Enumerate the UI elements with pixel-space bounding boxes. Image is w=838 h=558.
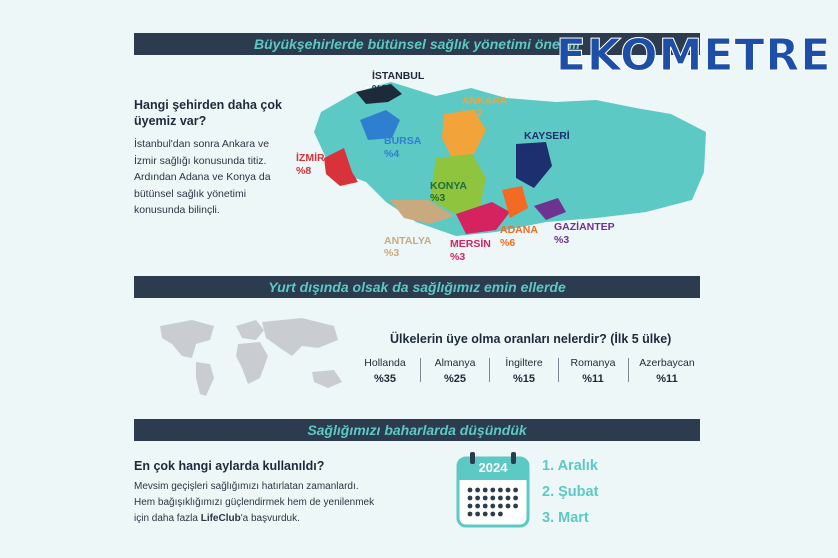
city-pct-gaziantep: %3 xyxy=(554,234,570,246)
calendar-day-dot xyxy=(498,496,503,501)
city-label-kayseri: KAYSERİ xyxy=(524,130,570,142)
country-item-romanya xyxy=(558,357,628,385)
months-line-2: Hem bağışıklığımızı güçlendirmek hem de yenilenmek xyxy=(134,497,375,508)
world-map-icon xyxy=(152,312,352,402)
city-label-gaziantep: GAZİANTEP xyxy=(554,221,615,233)
section-banner-abroad: Yurt dışında olsak da sağlığımız emin ellerde xyxy=(134,276,700,298)
months-description xyxy=(134,479,424,527)
months-line-1: Mevsim geçişleri sağlığımızı hatırlatan zamanlardı. xyxy=(134,481,359,492)
city-pct-adana: %6 xyxy=(500,237,516,249)
city-label-antalya: ANTALYA xyxy=(384,235,432,247)
country-name: İngiltere xyxy=(505,357,543,369)
month-1: 1. Aralık xyxy=(542,458,598,474)
calendar-day-dot xyxy=(506,488,511,493)
country-pct: %11 xyxy=(656,373,678,385)
country-name: Azerbaycan xyxy=(639,357,695,369)
calendar-year: 2024 xyxy=(478,460,508,475)
city-pct-mersin: %3 xyxy=(450,251,466,263)
city-label-adana: ADANA xyxy=(500,224,538,236)
country-pct: %25 xyxy=(443,373,467,385)
calendar-day-dot xyxy=(490,488,495,493)
city-label-izmir: İZMİR xyxy=(296,152,325,164)
calendar-day-dot xyxy=(498,488,503,493)
calendar-day-dot xyxy=(490,496,495,501)
calendar-day-dot xyxy=(498,512,503,517)
city-pct-bursa: %4 xyxy=(384,148,400,160)
country-name: Almanya xyxy=(434,357,476,369)
calendar-day-dot xyxy=(483,496,488,501)
cities-question: Hangi şehirden daha çok üyemiz var? xyxy=(134,98,282,128)
cities-description: İstanbul'dan sonra Ankara ve İzmir sağlığı konusunda titiz. Ardından Adana ve Konya da bütünsel sağlık yönetimi konusunda bilinçli. xyxy=(134,138,271,216)
city-label-mersin: MERSİN xyxy=(450,238,491,250)
country-item-almanya xyxy=(420,357,490,385)
country-item-azerbaycan xyxy=(632,357,702,385)
calendar-day-dot xyxy=(475,496,480,501)
city-pct-istanbul: %31 xyxy=(372,83,394,95)
calendar-day-dot xyxy=(468,496,473,501)
city-pct-ankara: %12 xyxy=(462,107,484,119)
calendar-day-dot xyxy=(506,496,511,501)
calendar-day-dot xyxy=(513,488,518,493)
city-label-ankara: ANKARA xyxy=(462,95,508,107)
calendar-day-dot xyxy=(483,504,488,509)
calendar-day-dot xyxy=(506,504,511,509)
calendar-day-dot xyxy=(475,512,480,517)
country-divider xyxy=(628,358,629,382)
city-pct-izmir: %8 xyxy=(296,165,312,177)
country-item-ingiltere xyxy=(489,357,559,385)
calendar-day-dot xyxy=(490,504,495,509)
lifeclub-brand: LifeClub xyxy=(200,513,241,524)
country-name: Romanya xyxy=(570,357,616,369)
calendar-day-dot xyxy=(468,488,473,493)
calendar-day-dot xyxy=(475,488,480,493)
calendar-day-dot xyxy=(490,512,495,517)
months-line-3-pre: için daha fazla xyxy=(134,513,201,524)
city-pct-kayseri: %2 xyxy=(524,143,540,155)
city-label-istanbul: İSTANBUL xyxy=(372,70,425,82)
calendar-day-dot xyxy=(468,512,473,517)
section-banner-spring: Sağlığımızı baharlarda düşündük xyxy=(134,419,700,441)
city-label-bursa: BURSA xyxy=(384,135,422,147)
calendar-day-dot xyxy=(513,496,518,501)
countries-title: Ülkelerin üye olma oranları nelerdir? (İlk 5 ülke) xyxy=(390,332,672,346)
city-label-konya: KONYA xyxy=(430,180,467,192)
month-2: 2. Şubat xyxy=(542,484,599,500)
city-pct-konya: %3 xyxy=(430,192,446,204)
city-pct-antalya: %3 xyxy=(384,247,400,259)
country-pct: %11 xyxy=(582,373,604,385)
month-3: 3. Mart xyxy=(542,510,589,526)
country-pct: %35 xyxy=(373,373,397,385)
logo-text: EKOMETRE xyxy=(556,30,832,81)
country-name: Hollanda xyxy=(364,357,406,369)
calendar-day-dot xyxy=(468,504,473,509)
country-item-hollanda xyxy=(350,357,420,385)
country-pct: %15 xyxy=(512,373,536,385)
calendar-day-dot xyxy=(475,504,480,509)
calendar-day-dot xyxy=(483,512,488,517)
calendar-day-dot xyxy=(483,488,488,493)
calendar-day-dot xyxy=(513,504,518,509)
section-banner-health: Büyükşehirlerde bütünsel sağlık yönetimi önemli xyxy=(134,33,700,55)
calendar-day-dot xyxy=(498,504,503,509)
months-question: En çok hangi aylarda kullanıldı? xyxy=(134,459,325,473)
months-line-3-post: 'a başvurduk. xyxy=(240,513,300,524)
